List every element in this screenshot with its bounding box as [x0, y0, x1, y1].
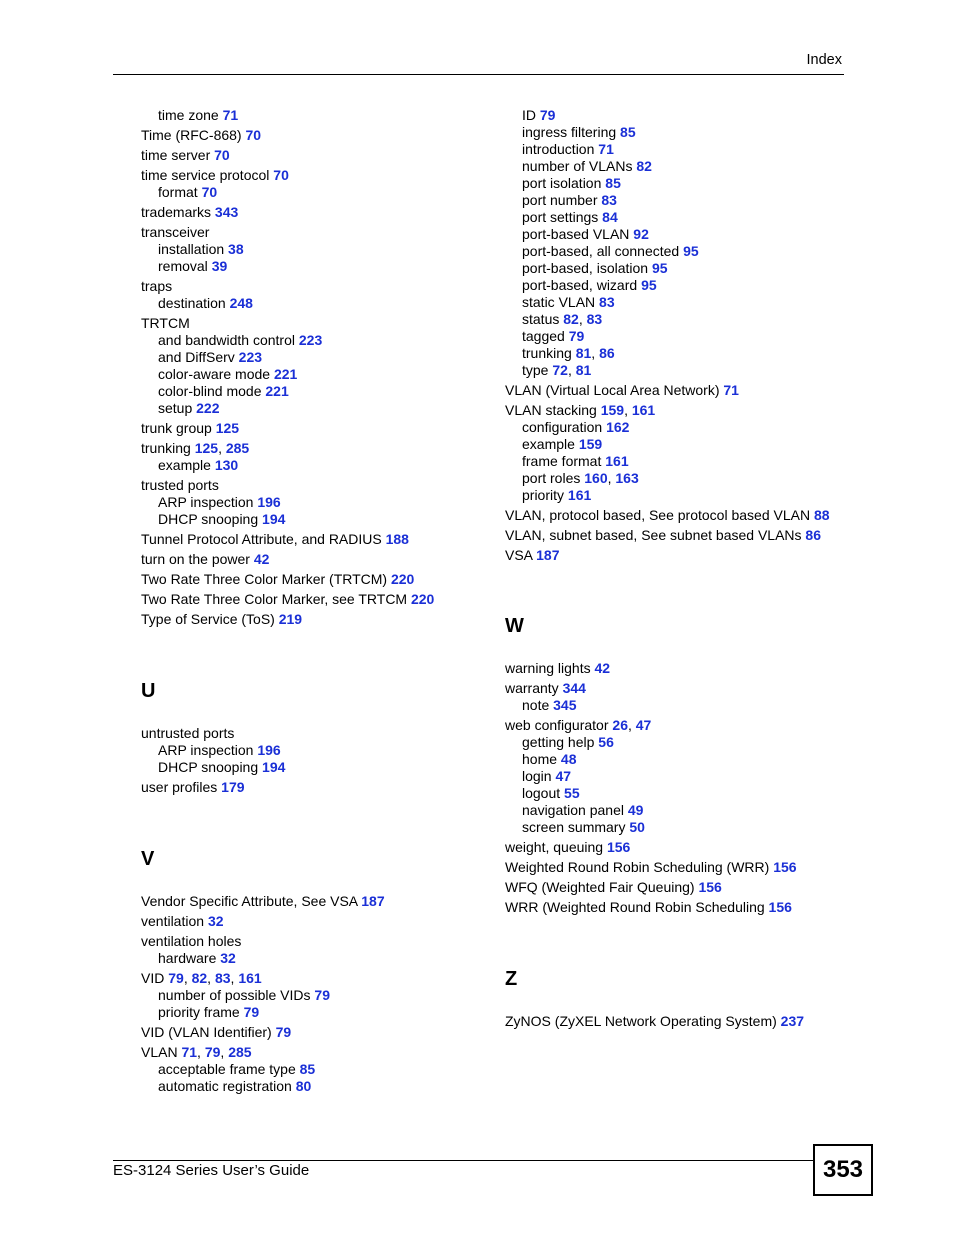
index-subentry: [141, 759, 481, 776]
index-subentry: [141, 1061, 481, 1078]
index-term: TRTCM: [141, 315, 190, 331]
page-link[interactable]: 196: [257, 742, 281, 758]
index-subentry: [505, 470, 845, 487]
index-term: color-blind mode: [158, 383, 266, 399]
index-term: transceiver: [141, 224, 210, 240]
page-link[interactable]: 79: [275, 1024, 292, 1040]
index-subentry: [505, 453, 845, 470]
index-term: automatic registration: [158, 1078, 296, 1094]
index-subentry: [505, 141, 845, 158]
page-link[interactable]: 70: [245, 127, 262, 143]
index-term: WRR (Weighted Round Robin Scheduling: [505, 899, 769, 915]
page-separator: ,: [578, 311, 587, 327]
page-link[interactable]: 161: [238, 970, 262, 986]
index-subentry: [505, 819, 845, 836]
page-separator: ,: [624, 402, 632, 418]
index-term: ARP inspection: [158, 742, 258, 758]
footer-divider: [113, 1160, 813, 1161]
index-term: turn on the power: [141, 551, 254, 567]
page-link[interactable]: 71: [598, 141, 614, 157]
index-subentry: [505, 311, 845, 328]
page-link[interactable]: 42: [253, 551, 270, 567]
page-link[interactable]: 55: [564, 785, 580, 801]
page-link[interactable]: 42: [594, 660, 611, 676]
page-link[interactable]: 84: [602, 209, 618, 225]
page-link[interactable]: 92: [633, 226, 649, 242]
index-term: priority: [522, 487, 568, 503]
page-link[interactable]: 220: [390, 571, 415, 587]
index-term: trunking: [522, 345, 576, 361]
page-link[interactable]: 285: [228, 1044, 252, 1060]
index-term: Two Rate Three Color Marker (TRTCM): [141, 571, 391, 587]
index-term: color-aware mode: [158, 366, 274, 382]
page-link[interactable]: 56: [598, 734, 614, 750]
index-subentry: [505, 226, 845, 243]
page-link[interactable]: 223: [238, 349, 263, 365]
page-link[interactable]: 187: [536, 547, 560, 563]
index-subentry: [141, 349, 481, 366]
index-subentry: [505, 785, 845, 802]
index-subentry: [505, 209, 845, 226]
index-subentry: [141, 1078, 481, 1095]
index-term: example: [522, 436, 579, 452]
index-subentry: [141, 184, 481, 201]
page-link[interactable]: 161: [631, 402, 656, 418]
index-term: and DiffServ: [158, 349, 239, 365]
page-link[interactable]: 71: [222, 107, 239, 123]
index-term: Vendor Specific Attribute, See VSA: [141, 893, 362, 909]
page-link[interactable]: 79: [243, 1004, 260, 1020]
index-term: navigation panel: [522, 802, 628, 818]
index-entry: [505, 527, 845, 544]
index-entry: [505, 402, 845, 419]
index-term: ventilation holes: [141, 933, 242, 949]
index-term: port roles: [522, 470, 585, 486]
index-column-left: [141, 107, 481, 1095]
index-term: VLAN: [141, 1044, 182, 1060]
page-link[interactable]: 221: [265, 383, 289, 399]
index-term: VID (VLAN Identifier): [141, 1024, 276, 1040]
index-term: port isolation: [522, 175, 606, 191]
page-link[interactable]: 159: [578, 436, 603, 452]
page-link[interactable]: 161: [567, 487, 592, 503]
page-link[interactable]: 82: [563, 311, 579, 327]
index-subentry: [505, 328, 845, 345]
index-term: getting help: [522, 734, 599, 750]
page-link[interactable]: 83: [586, 311, 603, 327]
index-term: user profiles: [141, 779, 222, 795]
index-term: destination: [158, 295, 230, 311]
page-link[interactable]: 48: [560, 751, 577, 767]
page-link[interactable]: 49: [627, 802, 644, 818]
page-link[interactable]: 82: [191, 970, 208, 986]
index-entry: [505, 382, 845, 399]
page-link[interactable]: 156: [768, 899, 792, 915]
index-entry: [141, 1044, 481, 1061]
index-entry: [505, 547, 845, 564]
index-term: trunk group: [141, 420, 216, 436]
index-entry: [505, 717, 845, 734]
index-subentry: [141, 950, 481, 967]
index-subentry: [141, 742, 481, 759]
index-entry: [141, 779, 481, 796]
page-link[interactable]: 70: [214, 147, 230, 163]
index-entry: [141, 591, 481, 608]
index-entry: [505, 859, 845, 876]
index-term: port-based, wizard: [522, 277, 642, 293]
page-separator: ,: [627, 717, 636, 733]
page-link[interactable]: 187: [361, 893, 385, 909]
page-link[interactable]: 47: [635, 717, 652, 733]
index-term: home: [522, 751, 561, 767]
page-link[interactable]: 156: [698, 879, 722, 895]
index-subentry: [505, 734, 845, 751]
index-subentry: [505, 768, 845, 785]
index-subentry: [505, 124, 845, 141]
index-subentry: [505, 362, 845, 379]
index-subentry: [505, 294, 845, 311]
index-subentry: [505, 697, 845, 714]
index-term: installation: [158, 241, 229, 257]
index-term: screen summary: [522, 819, 630, 835]
index-term: port-based, isolation: [522, 260, 652, 276]
index-term: configuration: [522, 419, 607, 435]
index-subentry: [505, 419, 845, 436]
page-separator: ,: [183, 970, 192, 986]
index-subentry: [141, 241, 481, 258]
page-separator: ,: [607, 470, 616, 486]
index-term: frame format: [522, 453, 606, 469]
page-link[interactable]: 237: [780, 1013, 805, 1029]
index-subentry: [505, 158, 845, 175]
index-entry: [141, 611, 481, 628]
index-term: Weighted Round Robin Scheduling (WRR): [505, 859, 774, 875]
index-term: hardware: [158, 950, 221, 966]
page-link[interactable]: 343: [214, 204, 239, 220]
index-letter-heading: U: [141, 680, 156, 702]
page-link[interactable]: 95: [641, 277, 657, 293]
index-subentry: [141, 494, 481, 511]
index-entry: [141, 224, 481, 241]
page-link[interactable]: 79: [568, 328, 585, 344]
page-link[interactable]: 95: [683, 243, 699, 259]
index-subentry: [505, 192, 845, 209]
index-entry: [141, 420, 481, 437]
index-term: port number: [522, 192, 602, 208]
page-separator: ,: [230, 970, 239, 986]
page-link[interactable]: 38: [228, 241, 244, 257]
index-subentry: [505, 802, 845, 819]
index-term: time service protocol: [141, 167, 274, 183]
page-link[interactable]: 221: [273, 366, 298, 382]
page-link[interactable]: 47: [555, 768, 572, 784]
page-link[interactable]: 219: [278, 611, 303, 627]
index-entry: [141, 204, 481, 221]
page-link[interactable]: 95: [651, 260, 668, 276]
page-link[interactable]: 86: [805, 527, 821, 543]
page-link[interactable]: 79: [314, 987, 330, 1003]
page-link[interactable]: 222: [196, 400, 220, 416]
page-link[interactable]: 130: [214, 457, 239, 473]
index-term: introduction: [522, 141, 599, 157]
index-term: traps: [141, 278, 173, 294]
index-entry: [141, 1024, 481, 1041]
page-link[interactable]: 81: [575, 362, 592, 378]
footer-guide-title: ES-3124 Series User’s Guide: [113, 1162, 310, 1179]
index-subentry: [141, 258, 481, 275]
index-term: time server: [141, 147, 215, 163]
index-term: removal: [158, 258, 212, 274]
index-entry: [141, 970, 481, 987]
index-entry: [141, 913, 481, 930]
page-link[interactable]: 156: [606, 839, 631, 855]
index-entry: [505, 839, 845, 856]
page-link[interactable]: 80: [295, 1078, 312, 1094]
index-term: warning lights: [505, 660, 595, 676]
page-link[interactable]: 160: [584, 470, 608, 486]
index-term: WFQ (Weighted Fair Queuing): [505, 879, 699, 895]
page-link[interactable]: 85: [620, 124, 636, 140]
page-link[interactable]: 125: [194, 440, 219, 456]
index-entry: [505, 899, 845, 916]
index-subentry: [141, 366, 481, 383]
page-link[interactable]: 83: [214, 970, 231, 986]
index-term: Tunnel Protocol Attribute, and RADIUS: [141, 531, 386, 547]
index-subentry: [141, 332, 481, 349]
index-entry: [141, 893, 481, 910]
index-subentry: [505, 175, 845, 192]
index-subentry: [505, 107, 845, 124]
page-link[interactable]: 188: [385, 531, 409, 547]
index-subentry: [505, 277, 845, 294]
page-separator: ,: [567, 362, 576, 378]
page-link[interactable]: 85: [299, 1061, 316, 1077]
index-entry: [141, 315, 481, 332]
index-letter-heading: W: [505, 615, 524, 637]
index-subentry: [505, 243, 845, 260]
page-link[interactable]: 156: [773, 859, 797, 875]
index-subentry: [505, 345, 845, 362]
index-entry: [141, 147, 481, 164]
index-subentry: [505, 436, 845, 453]
index-entry: [141, 531, 481, 548]
index-term: VSA: [505, 547, 537, 563]
index-subentry: [141, 383, 481, 400]
page-separator: ,: [218, 440, 226, 456]
index-term: trademarks: [141, 204, 215, 220]
index-term: warranty: [505, 680, 563, 696]
page-link[interactable]: 285: [225, 440, 250, 456]
page-link[interactable]: 71: [723, 382, 739, 398]
page-link[interactable]: 86: [599, 345, 615, 361]
index-subentry: [141, 400, 481, 417]
index-term: login: [522, 768, 556, 784]
index-term: trunking: [141, 440, 195, 456]
index-subentry: [141, 987, 481, 1004]
page-link[interactable]: 50: [629, 819, 645, 835]
index-term: Two Rate Three Color Marker, see TRTCM: [141, 591, 411, 607]
page-link[interactable]: 79: [204, 1044, 221, 1060]
index-term: VID: [141, 970, 169, 986]
index-term: untrusted ports: [141, 725, 235, 741]
page-link[interactable]: 79: [168, 970, 184, 986]
index-entry: [141, 571, 481, 588]
page-link[interactable]: 223: [298, 332, 323, 348]
page-separator: ,: [197, 1044, 205, 1060]
page-link[interactable]: 70: [201, 184, 218, 200]
index-entry: [141, 127, 481, 144]
index-subentry: [141, 295, 481, 312]
index-term: ventilation: [141, 913, 208, 929]
page-link[interactable]: 163: [615, 470, 639, 486]
page-number: 353: [813, 1144, 873, 1196]
index-term: ARP inspection: [158, 494, 258, 510]
index-term: Type of Service (ToS): [141, 611, 279, 627]
index-term: format: [158, 184, 202, 200]
header-divider: [113, 74, 844, 75]
page-link[interactable]: 83: [599, 294, 615, 310]
page-link[interactable]: 345: [553, 697, 577, 713]
page-separator: ,: [591, 345, 600, 361]
index-entry: [141, 440, 481, 457]
index-entry: [141, 725, 481, 742]
page-link[interactable]: 88: [813, 507, 830, 523]
index-subentry: [141, 1004, 481, 1021]
page-link[interactable]: 194: [262, 511, 286, 527]
page-link[interactable]: 70: [273, 167, 289, 183]
index-entry: [141, 278, 481, 295]
index-entry: [141, 477, 481, 494]
index-term: trusted ports: [141, 477, 219, 493]
index-entry: [505, 660, 845, 677]
index-entry: [505, 507, 845, 524]
index-term: and bandwidth control: [158, 332, 299, 348]
index-column-right: [505, 107, 845, 1030]
index-entry: [141, 167, 481, 184]
index-term: VLAN, subnet based, See subnet based VLANs: [505, 527, 806, 543]
page-link[interactable]: 248: [229, 295, 253, 311]
index-term: ingress filtering: [522, 124, 621, 140]
index-term: number of possible VIDs: [158, 987, 315, 1003]
index-term: time zone: [158, 107, 223, 123]
index-letter-heading: Z: [505, 968, 518, 990]
index-term: example: [158, 457, 215, 473]
index-letter-heading: V: [141, 848, 155, 870]
page-link[interactable]: 82: [636, 158, 652, 174]
page-link[interactable]: 39: [211, 258, 228, 274]
index-subentry: [141, 511, 481, 528]
index-subentry: [141, 457, 481, 474]
page-link[interactable]: 85: [605, 175, 621, 191]
page-link[interactable]: 79: [539, 107, 556, 123]
index-subentry: [505, 260, 845, 277]
index-entry: [505, 1013, 845, 1030]
page-link[interactable]: 194: [262, 759, 286, 775]
running-header: Index: [806, 52, 842, 68]
index-term: DHCP snooping: [158, 759, 263, 775]
index-term: port settings: [522, 209, 603, 225]
index-term: static VLAN: [522, 294, 600, 310]
index-term: number of VLANs: [522, 158, 637, 174]
index-term: VLAN (Virtual Local Area Network): [505, 382, 724, 398]
index-entry: [505, 680, 845, 697]
index-term: acceptable frame type: [158, 1061, 300, 1077]
index-term: weight, queuing: [505, 839, 607, 855]
index-entry: [141, 933, 481, 950]
index-entry: [505, 879, 845, 896]
page-link[interactable]: 196: [257, 494, 281, 510]
index-term: port-based, all connected: [522, 243, 684, 259]
index-term: logout: [522, 785, 565, 801]
page-link[interactable]: 71: [181, 1044, 198, 1060]
page-link[interactable]: 72: [552, 362, 568, 378]
page-separator: ,: [220, 1044, 229, 1060]
page-link[interactable]: 32: [220, 950, 236, 966]
page-link[interactable]: 162: [606, 419, 630, 435]
page-link[interactable]: 32: [207, 913, 224, 929]
index-term: tagged: [522, 328, 569, 344]
page-link[interactable]: 83: [601, 192, 617, 208]
index-term: VLAN, protocol based, See protocol based VLAN: [505, 507, 814, 523]
page-link[interactable]: 161: [605, 453, 629, 469]
page-link[interactable]: 81: [575, 345, 592, 361]
index-term: setup: [158, 400, 197, 416]
index-subentry: [505, 487, 845, 504]
index-term: status: [522, 311, 564, 327]
page-link[interactable]: 179: [221, 779, 245, 795]
index-term: web configurator: [505, 717, 613, 733]
index-term: ZyNOS (ZyXEL Network Operating System): [505, 1013, 781, 1029]
page-link[interactable]: 159: [600, 402, 625, 418]
index-term: priority frame: [158, 1004, 244, 1020]
index-term: port-based VLAN: [522, 226, 634, 242]
index-subentry: [505, 751, 845, 768]
page-separator: ,: [207, 970, 215, 986]
index-term: note: [522, 697, 554, 713]
page-link[interactable]: 344: [562, 680, 586, 696]
page-link[interactable]: 26: [612, 717, 628, 733]
index-term: Time (RFC-868): [141, 127, 246, 143]
page-link[interactable]: 220: [410, 591, 435, 607]
index-subentry: [141, 107, 481, 124]
index-term: ID: [522, 107, 540, 123]
index-term: DHCP snooping: [158, 511, 263, 527]
index-term: VLAN stacking: [505, 402, 601, 418]
index-term: type: [522, 362, 553, 378]
index-entry: [141, 551, 481, 568]
page-link[interactable]: 125: [215, 420, 240, 436]
